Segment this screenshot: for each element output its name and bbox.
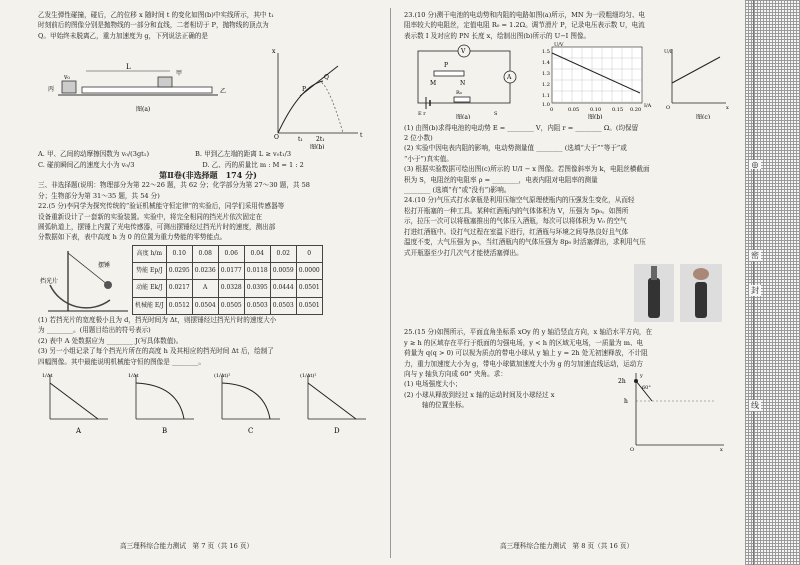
graph-label: C — [248, 426, 254, 435]
q24-text: 打进红酒瓶中。设打气过程在室温下进行，红酒瓶与环境之间导热良好且气体 — [404, 227, 629, 236]
svg-text:1/Δt: 1/Δt — [128, 372, 139, 379]
table-cell: 0.0000 — [296, 263, 322, 280]
graph-label: B — [162, 426, 168, 435]
svg-text:t₁: t₁ — [298, 136, 303, 144]
svg-text:(1/Δt)²: (1/Δt)² — [214, 372, 231, 379]
svg-text:A: A — [507, 74, 512, 82]
section-note: 分；生物部分为第 31～35 题，共 54 分) — [38, 191, 160, 200]
q24-text: 温度不变，大气压强为 p₀，当红酒瓶内的气体压强为 8p₀ 时活塞弹出，求利用气压 — [404, 238, 646, 247]
table-cell: 0.0059 — [270, 263, 296, 280]
graph-label: A — [76, 426, 82, 435]
section-note: 三、非选择题(说明：物理部分为第 22～26 题，共 62 分；化学部分为第 27～30 题，共 58 — [38, 181, 310, 190]
q24-text: 式开瓶器至少打几次气才能使活塞弹出。 — [404, 248, 523, 257]
svg-text:1.4: 1.4 — [542, 60, 550, 67]
q23-sub2: “小于”)真实值。 — [404, 154, 453, 163]
q23-text: 表示数 I 及对应的 PN 长度 x，绘制出图(b)所示的 U−I 图像。 — [404, 31, 591, 40]
svg-text:Q: Q — [324, 74, 329, 82]
q23-figures — [404, 41, 734, 119]
svg-text:1.0: 1.0 — [542, 102, 550, 109]
q23-sub3: ________ (选填“有”或“没有”)影响。 — [404, 186, 511, 195]
q25-text: 荷量为 q(q > 0) 可以视为质点的带电小球从 y 轴上 y = 2h 处无初速释放，不计阻 — [404, 349, 648, 358]
q25-sub2: 轴的位置坐标。 — [422, 401, 469, 410]
table-cell: 0.0395 — [244, 280, 270, 297]
blocks-diagram — [48, 63, 226, 95]
table-row — [133, 297, 323, 314]
q22-text: 圆弧轨道上，摆锤上内置了光电传感器，可测出摆锤经过挡光片时的速度，测出部 — [38, 223, 276, 232]
graph-label: D — [334, 426, 340, 435]
circuit-diagram — [418, 45, 516, 120]
q23-text: 阻率较大的电阻丝，定值电阻 R₀ = 1.2Ω。调节滑片 P，记录电压表示数 U，电流 — [404, 21, 645, 30]
table-cell: 势能 Ep/J — [133, 263, 167, 280]
label-h: h — [624, 398, 628, 406]
q22-text: 22.(5 分)李同学为探究传统的“验证机械能守恒定律”的实验后，同学们采用传感器等 — [38, 202, 285, 211]
svg-text:t: t — [360, 132, 363, 140]
q25-text: y ≥ h 的区域存在平行于纸面的匀强电场，y < h 的区域无电场，一质量为 m、电 — [404, 338, 644, 347]
svg-text:甲: 甲 — [176, 70, 183, 78]
svg-text:P: P — [302, 86, 307, 94]
table-cell: A — [192, 280, 218, 297]
svg-text:0.15: 0.15 — [612, 107, 624, 114]
fig-b-caption: 图(b) — [588, 114, 603, 120]
svg-text:1/Δt: 1/Δt — [42, 372, 53, 379]
svg-text:2t₁: 2t₁ — [316, 136, 325, 144]
strip-mark: 密 — [751, 251, 759, 260]
svg-text:O: O — [666, 105, 671, 112]
svg-text:0.05: 0.05 — [568, 107, 580, 114]
svg-text:0.10: 0.10 — [590, 107, 602, 114]
svg-text:(1/Δt)²: (1/Δt)² — [300, 372, 317, 379]
binding-strip — [745, 0, 800, 565]
svg-text:S: S — [494, 111, 498, 118]
table-cell: 0.0504 — [192, 297, 218, 314]
svg-text:L: L — [126, 63, 131, 72]
intro-line: 乙发生弹性碰撞，碰后，乙的位移 x 随时间 t 的变化如图(b)中实线所示，其中 t₁ — [38, 11, 274, 19]
svg-text:U/I: U/I — [664, 49, 672, 56]
q24-text: 松打开瓶塞的一种工具。某种红酒瓶内的气体体积为 V，压强为 5p₀。如图所 — [404, 206, 629, 215]
collision-figures — [38, 41, 378, 149]
table-cell: 0.0295 — [166, 263, 192, 280]
option-a[interactable]: A. 甲、乙间的动摩擦因数为 v₀/(3gt₁) B. 甲到乙左端的距离 L ≥ v₀t₁/3 — [38, 150, 292, 159]
table-cell: 机械能 E/J — [133, 297, 167, 314]
svg-text:1.3: 1.3 — [542, 71, 550, 78]
table-cell: 0.0512 — [166, 297, 192, 314]
table-cell: 0.08 — [192, 245, 218, 262]
seal-line — [753, 0, 754, 565]
q22-sub3: (3) 另一小组记录了每个挡光片所在的高度 h 及其相应的挡光时间 Δt 后，绘制了 — [38, 347, 274, 356]
svg-text:x: x — [726, 105, 729, 112]
ui-graph — [542, 42, 652, 113]
table-row — [133, 263, 323, 280]
svg-text:M: M — [430, 80, 437, 88]
q24-block — [404, 195, 734, 327]
column-divider — [390, 8, 391, 558]
table-row — [133, 245, 323, 262]
fig-a-label: 图(a) — [136, 106, 151, 114]
svg-text:P: P — [444, 62, 449, 70]
table-cell: 0.04 — [244, 245, 270, 262]
svg-text:U/V: U/V — [554, 42, 564, 49]
q22-sub1: (1) 若挡光片的宽度极小且为 d，挡光时间为 Δt，则摆锤经过挡光片时的速度大小 — [38, 315, 277, 324]
q23-text: 23.(10 分)测干电池的电动势和内阻的电路如图(a)所示，MN 为一段粗细均匀、电 — [404, 11, 646, 19]
label-2h: 2h — [618, 378, 626, 386]
svg-text:V: V — [461, 48, 466, 56]
table-cell: 0.06 — [218, 245, 244, 262]
svg-text:N: N — [460, 80, 466, 88]
part-title: 第Ⅱ卷(非选择题 174 分) — [159, 170, 257, 181]
svg-text:乙: 乙 — [220, 88, 227, 96]
figure-row — [38, 41, 378, 149]
ux-graph — [664, 49, 729, 111]
q24-text: 示，拉压一次可以将瓶塞推出的气体压入酒瓶，每次可以将体积为 V₀ 的空气 — [404, 217, 627, 226]
q22-text: 设备重新设计了一套新的实验装置。实验中，将完全相同的挡光片依次固定在 — [38, 212, 263, 221]
svg-text:1.2: 1.2 — [542, 82, 550, 89]
answer-graphs — [38, 367, 378, 435]
svg-text:0: 0 — [550, 107, 554, 114]
xt-graph — [272, 48, 363, 143]
strip-mark: 线 — [751, 401, 759, 410]
q25-text: 向与 y 轴负方向成 60° 夹角。求： — [404, 369, 507, 378]
graph-c[interactable] — [214, 372, 280, 435]
q23-sub3: 积为 S，电阻丝的电阻率 ρ = ________，电表内阻对电阻率的测量 — [404, 175, 598, 184]
graph-d[interactable] — [300, 372, 366, 435]
table-cell: 0.0505 — [218, 297, 244, 314]
pendulum-figure — [38, 245, 132, 315]
q22-text: 分数据如下表，表中高度 h 为 0 的位置为重力势能的零势能点。 — [38, 233, 227, 242]
q25-sub2: (2) 小球从释放到经过 x 轴的运动时间及小球经过 x — [404, 390, 555, 399]
label-angle: 60° — [642, 385, 651, 392]
table-cell: 0.0177 — [218, 263, 244, 280]
table-cell: 0.0444 — [270, 280, 296, 297]
q22-sub1: 为 ________。(用题目给出的符号表示) — [38, 326, 151, 335]
fig-a-caption: 图(a) — [456, 114, 471, 120]
svg-text:O: O — [274, 134, 279, 142]
svg-text:1.1: 1.1 — [542, 93, 550, 100]
table-cell: 0.0503 — [270, 297, 296, 314]
svg-text:x: x — [720, 447, 723, 452]
table-cell: 0.0503 — [244, 297, 270, 314]
strip-mark: ◎ — [749, 160, 761, 169]
svg-text:y: y — [640, 373, 643, 380]
q24-text: 24.(10 分)气压式打水拿瓶是利用压缩空气原理使瓶内的压强发生变化，从而轻 — [404, 196, 635, 205]
q25-text: 25.(15 分)如图所示，平面直角坐标系 xOy 的 y 轴沿竖直方向，x 轴沿水平方向，在 — [404, 328, 653, 337]
intro-line: Q。甲始终未脱离乙，重力加速度为 g，下列说法正确的是 — [38, 31, 208, 40]
q23-sub1: (1) 由图(b)求得电池的电动势 E = ________ V，内阻 r = ________ Ω。(均保留 — [404, 123, 639, 132]
shield-label: 挡光片 — [40, 277, 59, 285]
data-table — [132, 245, 323, 315]
q22-figure-row — [38, 245, 378, 315]
strip-mark: 封 — [751, 286, 759, 295]
table-cell: 0.10 — [166, 245, 192, 262]
q22-sub3: 四幅图像。其中最能说明机械能守恒的图像是 ________。 — [38, 357, 205, 366]
q23-sub2: (2) 实验中因电表内阻的影响，电动势测量值 ________ (选填“大于”“等于”或 — [404, 144, 627, 153]
svg-text:I/A: I/A — [644, 103, 652, 110]
q23-sub3: (3) 根据实验数据可绘出图(c)所示的 U/I − x 图像。若图像斜率为 k，电阻丝横截面 — [404, 165, 650, 174]
svg-text:丙: 丙 — [48, 86, 55, 94]
wine-bottle-photos — [404, 258, 734, 324]
page-footer-right: 高三理科综合能力测试 第 8 页（共 16 页） — [500, 542, 634, 550]
q25-sub1: (1) 电场强度大小； — [404, 380, 462, 389]
graph-b[interactable] — [128, 373, 194, 435]
table-cell: 0.0217 — [166, 280, 192, 297]
graph-a[interactable] — [42, 373, 108, 435]
table-cell: 0.0236 — [192, 263, 218, 280]
q25-text: 力，重力加速度大小为 g，带电小球做加速度大小为 g 的匀加速直线运动，运动方 — [404, 359, 643, 368]
table-cell: 0.02 — [270, 245, 296, 262]
table-cell: 0.0501 — [296, 280, 322, 297]
q22-sub2: (2) 表中 A 处数据应为 ________ J(写具体数值)。 — [38, 336, 183, 345]
svg-text:O: O — [630, 447, 635, 452]
pendulum-label: 摆锤 — [98, 261, 111, 269]
svg-text:0.20: 0.20 — [630, 107, 642, 114]
svg-text:v₀: v₀ — [64, 74, 70, 82]
svg-text:x: x — [272, 48, 276, 56]
table-cell: 高度 h/m — [133, 245, 167, 262]
q23-sub1: 2 位小数) — [404, 134, 433, 143]
fig-b-label: 图(b) — [310, 144, 325, 150]
table-row — [133, 280, 323, 297]
table-cell: 动能 Ek/J — [133, 280, 167, 297]
right-column — [404, 10, 734, 452]
option-c[interactable]: C. 碰前瞬间乙的速度大小为 v₀/3 D. 乙、丙的质量比 m : M = 1 : 2 — [38, 160, 304, 169]
fig-c-caption: 图(c) — [696, 114, 711, 120]
page-footer-left: 高三理科综合能力测试 第 7 页（共 16 页） — [120, 542, 254, 550]
intro-line: 时刻前后的图像分别是抛物线的一部分和直线，二者相切于 P，抛物线的顶点为 — [38, 21, 269, 30]
table-cell: 0.0118 — [244, 263, 270, 280]
table-cell: 0 — [296, 245, 322, 262]
svg-text:R₀: R₀ — [456, 90, 462, 97]
svg-text:E r: E r — [418, 111, 426, 118]
left-column — [38, 10, 378, 438]
coordinate-figure — [616, 371, 726, 451]
svg-text:1.5: 1.5 — [542, 49, 550, 56]
table-cell: 0.0328 — [218, 280, 244, 297]
table-cell: 0.0501 — [296, 297, 322, 314]
